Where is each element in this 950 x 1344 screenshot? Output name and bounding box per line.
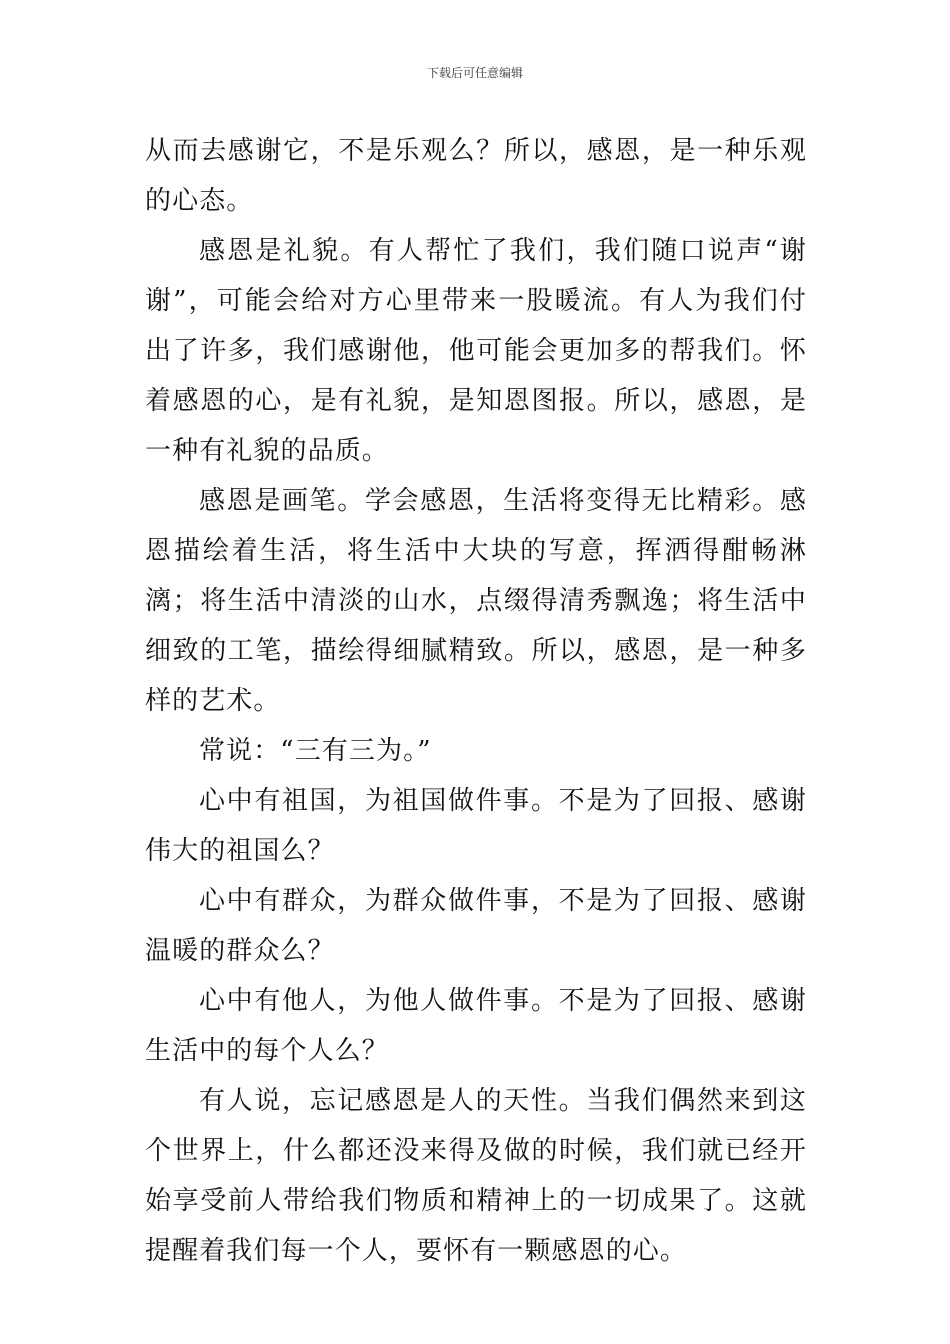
paragraph-1: 从而去感谢它，不是乐观么？所以，感恩，是一种乐观的心态。 (145, 136, 807, 216)
paragraph-3: 感恩是画笔。学会感恩，生活将变得无比精彩。感恩描绘着生活，将生活中大块的写意，挥洒得酣畅淋漓；将生活中清淡的山水，点缀得清秀飘逸；将生活中细致的工笔，描绘得细腻精致。所以，感恩，是一种多样的艺术。 (145, 486, 807, 716)
paragraph-7: 心中有他人，为他人做件事。不是为了回报、感谢生活中的每个人么？ (145, 986, 807, 1066)
paragraph-2: 感恩是礼貌。有人帮忙了我们，我们随口说声“谢谢”，可能会给对方心里带来一股暖流。有人为我们付出了许多，我们感谢他，他可能会更加多的帮我们。怀着感恩的心，是有礼貌，是知恩图报。所以，感恩，是一种有礼貌的品质。 (145, 236, 807, 466)
document-body (145, 126, 807, 1276)
paragraph-4: 常说：“三有三为。” (199, 736, 432, 766)
page-header: 下载后可任意编辑 (426, 66, 523, 80)
paragraph-6: 心中有群众，为群众做件事，不是为了回报、感谢温暖的群众么？ (145, 886, 807, 966)
paragraph-8: 有人说，忘记感恩是人的天性。当我们偶然来到这个世界上，什么都还没来得及做的时候，我们就已经开始享受前人带给我们物质和精神上的一切成果了。这就提醒着我们每一个人，要怀有一颗感恩的心。 (145, 1086, 807, 1266)
paragraph-5: 心中有祖国，为祖国做件事。不是为了回报、感谢伟大的祖国么？ (145, 786, 807, 866)
